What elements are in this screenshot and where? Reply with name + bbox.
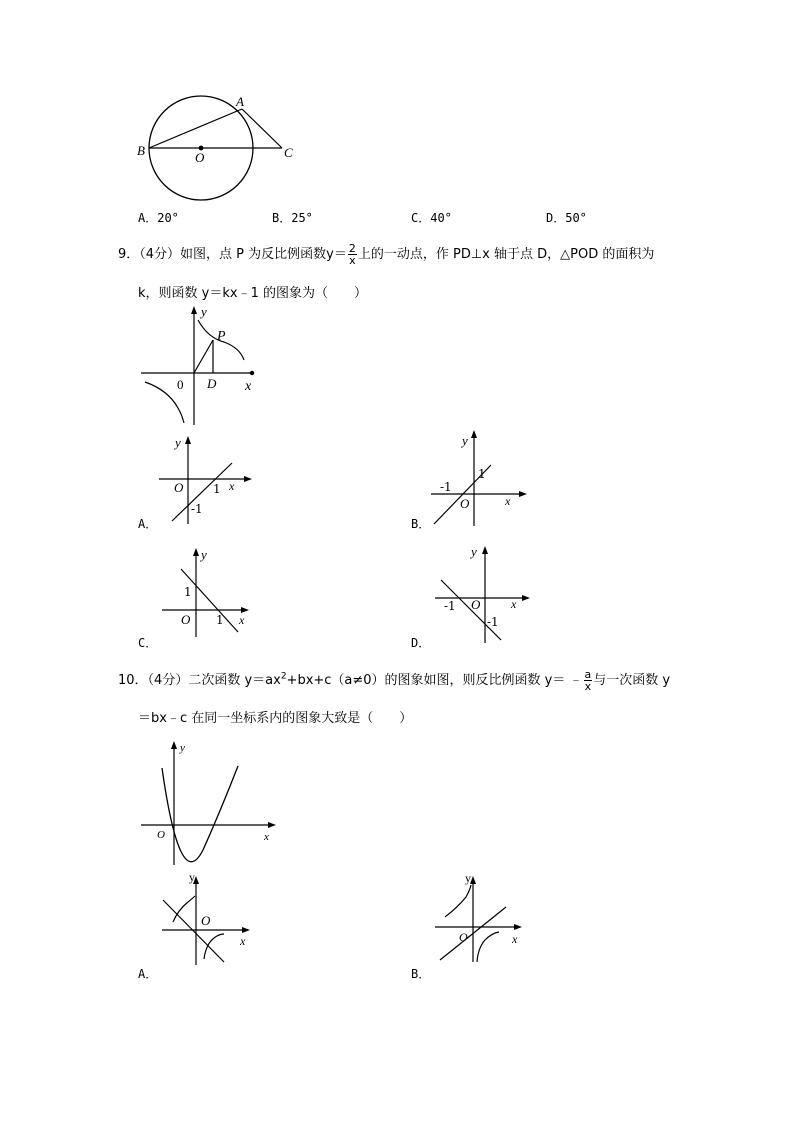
svg-text:x: x bbox=[264, 831, 269, 843]
svg-text:y: y bbox=[201, 304, 207, 319]
svg-text:x: x bbox=[512, 932, 518, 946]
q9-option-b-letter[interactable]: B． bbox=[411, 517, 431, 531]
svg-text:y: y bbox=[462, 433, 468, 448]
svg-text:y: y bbox=[189, 870, 195, 884]
svg-text:O: O bbox=[459, 930, 468, 944]
q9-fraction: $\frac{2}{x}$ bbox=[348, 242, 356, 267]
svg-text:0: 0 bbox=[177, 377, 184, 392]
svg-text:O: O bbox=[174, 480, 184, 495]
label-c: C bbox=[284, 145, 293, 160]
svg-text:P: P bbox=[217, 329, 226, 344]
q9-stem-line1: 9．（4分）如图，点 P 为反比例函数y＝ $\frac{2}{x}$ 上的一动点，作 PD⊥x 轴于点 D，△POD 的面积为 bbox=[118, 242, 655, 267]
svg-text:-1: -1 bbox=[487, 615, 499, 629]
svg-text:O: O bbox=[157, 829, 165, 841]
q9-option-c-letter[interactable]: C． bbox=[138, 636, 158, 650]
svg-text:-1: -1 bbox=[191, 502, 203, 516]
q10-stem-line1: 10．（4分）二次函数 $y=ax^2+bx+c(a\ne 0)$的图象如图，则反比例函数 y＝ ﹣ $\frac{a}{x}$ 与一次函数 y bbox=[118, 668, 671, 693]
svg-text:-1: -1 bbox=[440, 480, 452, 494]
svg-text:x: x bbox=[245, 379, 252, 394]
q10-option-b-letter[interactable]: B． bbox=[411, 967, 431, 981]
q10-option-a-letter[interactable]: A． bbox=[138, 967, 158, 981]
label-b: B bbox=[137, 143, 145, 158]
svg-text:x: x bbox=[505, 494, 511, 508]
q10-stem-line2: ＝bx﹣c 在同一坐标系内的图象大致是（ ） bbox=[138, 711, 413, 726]
label-a: A bbox=[236, 94, 244, 109]
svg-text:O: O bbox=[181, 612, 191, 627]
svg-text:D: D bbox=[207, 376, 217, 391]
svg-text:y: y bbox=[471, 544, 477, 559]
q8-option-c[interactable]: C．40° bbox=[411, 211, 452, 225]
svg-text:x: x bbox=[511, 597, 517, 611]
label-o: O bbox=[195, 150, 205, 165]
svg-text:1: 1 bbox=[478, 467, 486, 481]
svg-text:1: 1 bbox=[184, 585, 192, 599]
q9-stem-line2: k，则函数 y＝kx﹣1 的图象为（ ） bbox=[138, 286, 367, 301]
svg-text:y: y bbox=[175, 435, 181, 450]
svg-text:O: O bbox=[471, 597, 481, 612]
q9-option-a-letter[interactable]: A． bbox=[138, 517, 158, 531]
q8-option-b[interactable]: B．25° bbox=[272, 211, 313, 225]
q8-option-d[interactable]: D．50° bbox=[546, 211, 587, 225]
svg-text:O: O bbox=[201, 913, 211, 928]
q8-option-a[interactable]: A．20° bbox=[138, 211, 179, 225]
q10-fraction: $\frac{a}{x}$ bbox=[584, 668, 592, 693]
svg-text:O: O bbox=[460, 496, 470, 511]
svg-text:1: 1 bbox=[216, 613, 224, 627]
svg-text:-1: -1 bbox=[444, 599, 456, 613]
svg-text:x: x bbox=[239, 613, 245, 627]
svg-text:y: y bbox=[180, 742, 185, 754]
svg-text:x: x bbox=[229, 479, 235, 493]
svg-text:y: y bbox=[465, 871, 471, 885]
q9-option-d-letter[interactable]: D． bbox=[411, 636, 431, 650]
svg-text:y: y bbox=[201, 547, 207, 562]
svg-text:1: 1 bbox=[213, 482, 221, 496]
svg-text:x: x bbox=[240, 934, 246, 948]
